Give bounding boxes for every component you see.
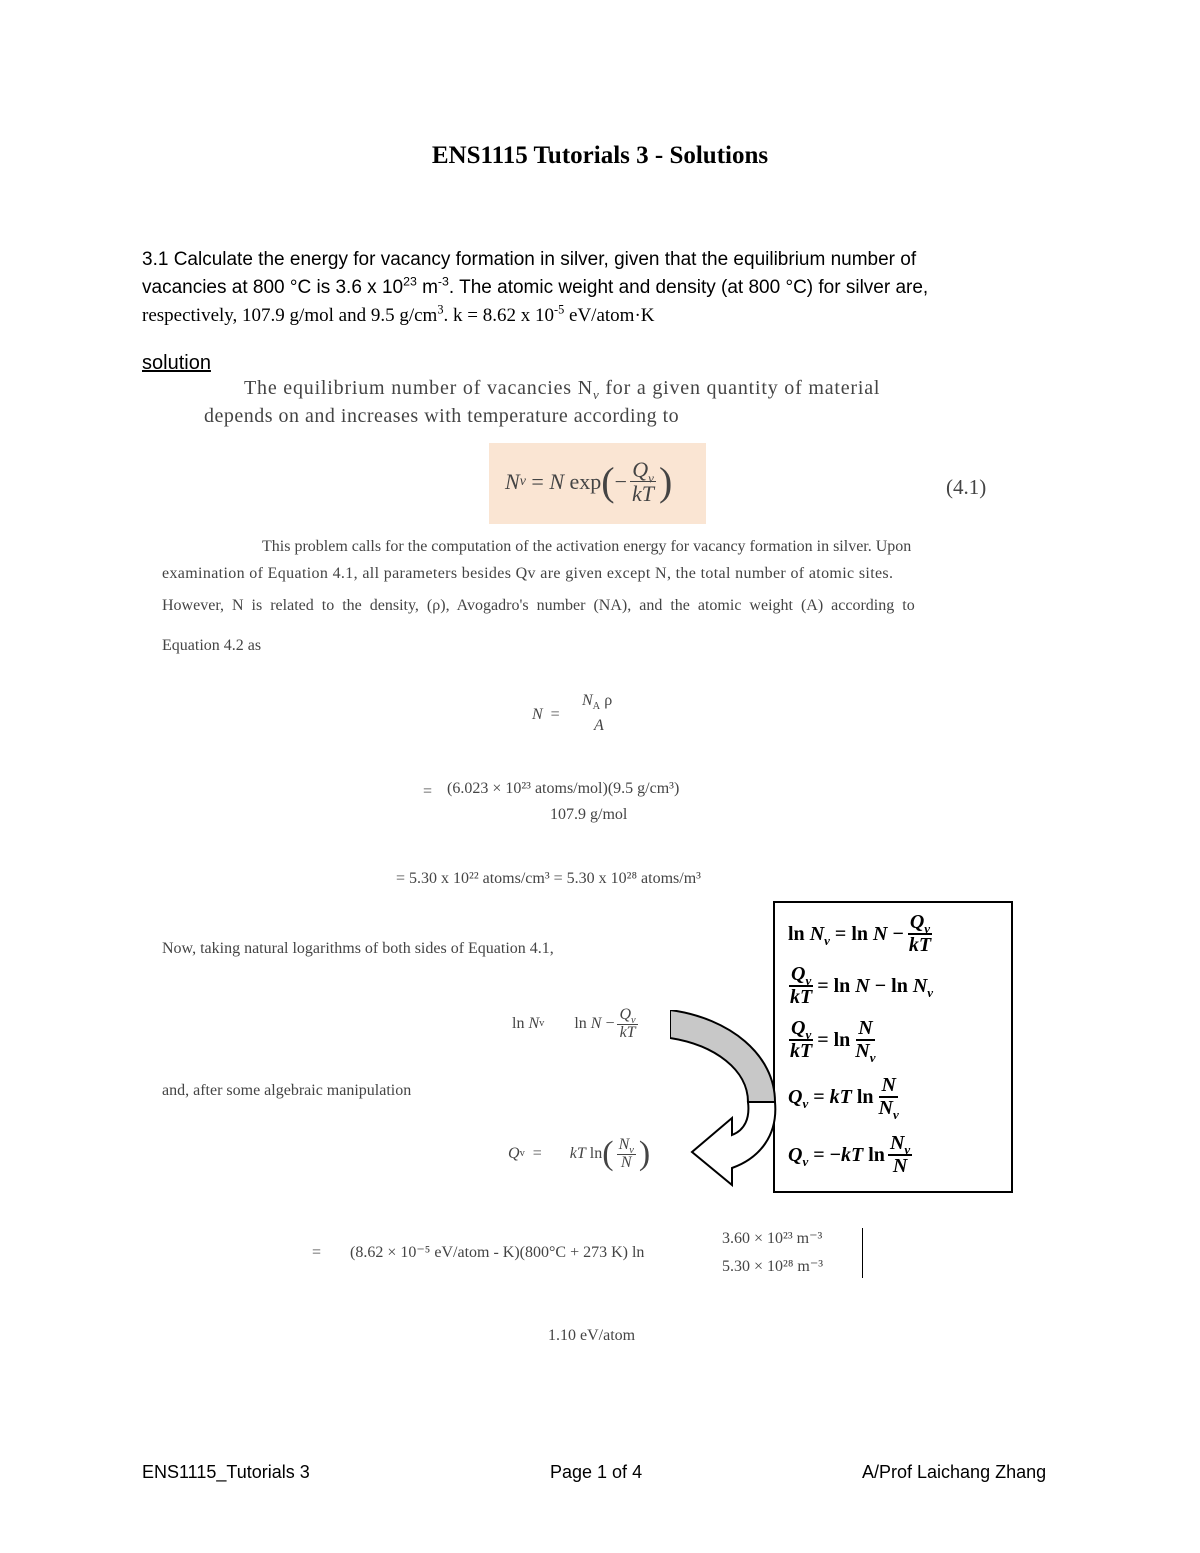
explanation-line-3: However, N is related to the density, (ρ), Avogadro's number (NA), and the atomic weight (A) according to	[162, 597, 915, 614]
explanation-line-1: This problem calls for the computation of the activation energy for vacancy formation in silver. Upon	[262, 538, 912, 555]
derivation-step-4: $Q_v$ = kT ln $\frac{N}{N_v}$	[788, 1074, 899, 1122]
calc-result: = 5.30 x 10²² atoms/cm³ = 5.30 x 10²⁸ atoms/m³	[396, 870, 701, 887]
qv-equation: Q v = kT ln ( $\frac{N_v}{N}$ )	[508, 1135, 651, 1172]
log-equation: ln N v ln N − $\frac{Q_v}{kT}$	[512, 1006, 636, 1041]
derivation-step-5: $Q_v$ = − kT ln $\frac{N_v}{N}$	[788, 1132, 911, 1177]
problem-line-2: vacancies at 800 °C is 3.6 x $10^{23}$ $m^{-3}$. The atomic weight and density (at 800 °C) for silver are,	[142, 274, 929, 298]
solution-heading: solution	[142, 352, 211, 374]
footer-page-number: Page 1 of 4	[550, 1462, 643, 1482]
problem-statement	[142, 246, 1062, 330]
equation-4-1: N v = N exp ( − $\frac{Q_v}{kT}$ )	[505, 457, 673, 507]
calc-numerator: (6.023 × 10²³ atoms/mol)(9.5 g/cm³)	[447, 780, 680, 797]
problem-line-3: respectively, 107.9 g/mol and 9.5 $g/cm^3$. k = 8.62 x $10^{-5}$ eV/atom·K	[142, 302, 655, 326]
problem-line-1: 3.1 Calculate the energy for vacancy formation in silver, given that the equilibrium number of	[142, 249, 917, 270]
log-text: Now, taking natural logarithms of both sides of Equation 4.1,	[162, 940, 554, 957]
explanation-line-4: Equation 4.2 as	[162, 637, 262, 654]
final-bracket	[862, 1228, 863, 1278]
explanation-line-2: examination of Equation 4.1, all parameters besides Qv are given except N, the total number of atomic sites.	[162, 565, 894, 582]
derivation-step-2: $\frac{Q_v}{kT}$ = ln N − ln $N_v$	[790, 963, 934, 1008]
final-factors: (8.62 × 10⁻⁵ eV/atom - K)(800°C + 273 K) ln	[350, 1244, 645, 1261]
curved-arrow-icon	[670, 1010, 810, 1190]
final-equals: =	[312, 1244, 322, 1261]
page-title: ENS1115 Tutorials 3 - Solutions	[431, 142, 769, 169]
derivation-steps	[788, 908, 936, 1184]
footer-left: ENS1115_Tutorials 3	[142, 1462, 310, 1482]
textbook-line-1: The equilibrium number of vacancies $N_v$ for a given quantity of material	[244, 377, 881, 402]
derivation-step-1: ln $N_v$ = ln N − $\frac{Q_v}{kT}$	[788, 911, 932, 956]
algebra-text: and, after some algebraic manipulation	[162, 1082, 412, 1099]
final-numerator: 3.60 × 10²³ m⁻³	[722, 1230, 823, 1247]
calc-denominator: 107.9 g/mol	[550, 806, 628, 823]
final-denominator: 5.30 × 10²⁸ m⁻³	[722, 1258, 824, 1275]
footer-author: A/Prof Laichang Zhang	[862, 1462, 1047, 1482]
calc-equals: =	[423, 783, 433, 800]
equation-4-1-label: (4.1)	[946, 475, 987, 499]
textbook-line-2: depends on and increases with temperature according to	[204, 405, 680, 427]
derivation-step-3: $\frac{Q_v}{kT}$ = ln $\frac{N}{N_v}$	[790, 1017, 876, 1065]
answer: 1.10 eV/atom	[548, 1327, 636, 1344]
